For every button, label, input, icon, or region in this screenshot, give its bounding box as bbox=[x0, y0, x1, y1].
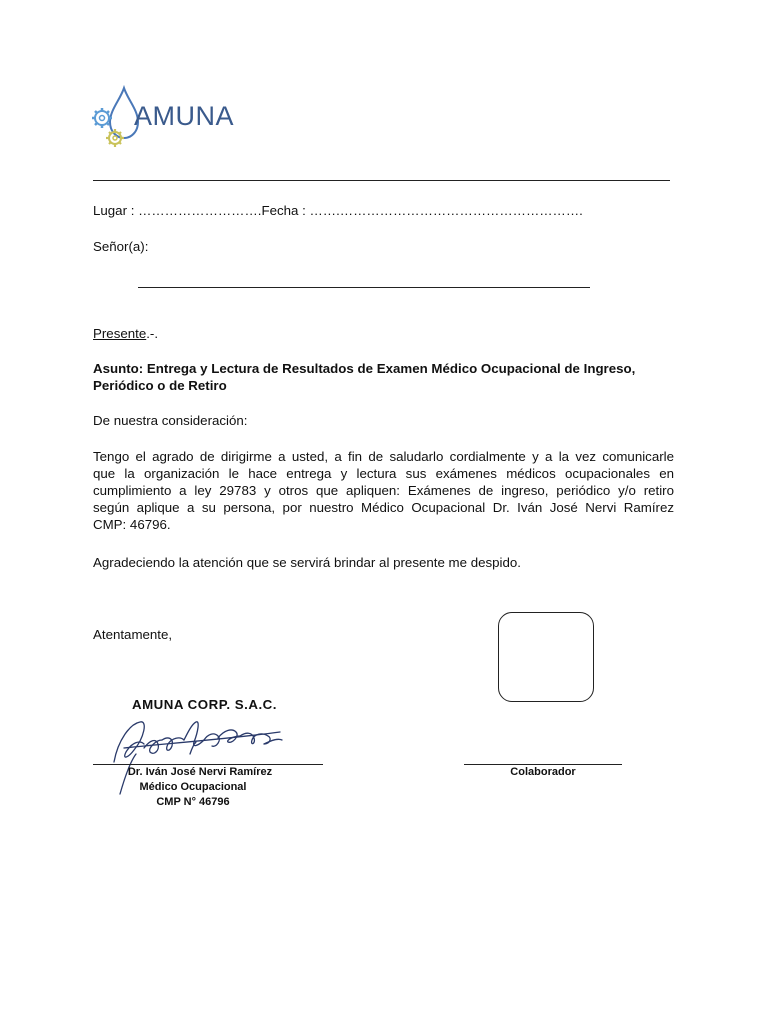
body-line: según aplique a su persona, por nuestro Médico Ocupacional Dr. Iván José Nervi Ramírez bbox=[93, 500, 674, 515]
amuna-logo bbox=[90, 84, 260, 154]
closing-line: Agradeciendo la atención que se servirá brindar al presente me despido. bbox=[93, 555, 521, 570]
place-date-field: Lugar : ……………………….Fecha : …….………………………………………………. bbox=[93, 203, 583, 218]
presente-suffix: .-. bbox=[146, 326, 159, 341]
presente-word: Presente bbox=[93, 326, 147, 341]
logo-text: AMUNA bbox=[134, 101, 235, 131]
body-line: cumplimiento a ley 29783 y otros que apliquen: Exámenes de ingreso, periódico y/o retiro bbox=[93, 483, 674, 498]
doctor-title: Médico Ocupacional bbox=[139, 781, 247, 793]
recipient-line bbox=[138, 287, 590, 288]
recipient-label: Señor(a): bbox=[93, 239, 149, 254]
body-line: Tengo el agrado de dirigirme a usted, a fin de saludarlo cordialmente y a la vez comunicarle bbox=[93, 449, 674, 464]
collaborator-label: Colaborador bbox=[510, 766, 576, 778]
fingerprint-box bbox=[498, 612, 594, 702]
body-paragraph bbox=[93, 448, 674, 533]
presente-text bbox=[93, 325, 158, 342]
greeting: De nuestra consideración: bbox=[93, 413, 248, 428]
body-line: que la organización le hace entrega y lectura sus exámenes médicos ocupacionales en bbox=[93, 466, 674, 481]
body-line: CMP: 46796. bbox=[93, 517, 171, 532]
doctor-name: Dr. Iván José Nervi Ramírez bbox=[127, 766, 273, 778]
subject-line-2: Periódico o de Retiro bbox=[93, 378, 227, 393]
subject-line-1: Asunto: Entrega y Lectura de Resultados de Examen Médico Ocupacional de Ingreso, bbox=[93, 361, 636, 376]
doctor-cmp: CMP N° 46796 bbox=[156, 796, 230, 808]
header-divider bbox=[93, 180, 670, 181]
farewell: Atentamente, bbox=[93, 627, 173, 642]
company-name: AMUNA CORP. S.A.C. bbox=[132, 697, 277, 712]
